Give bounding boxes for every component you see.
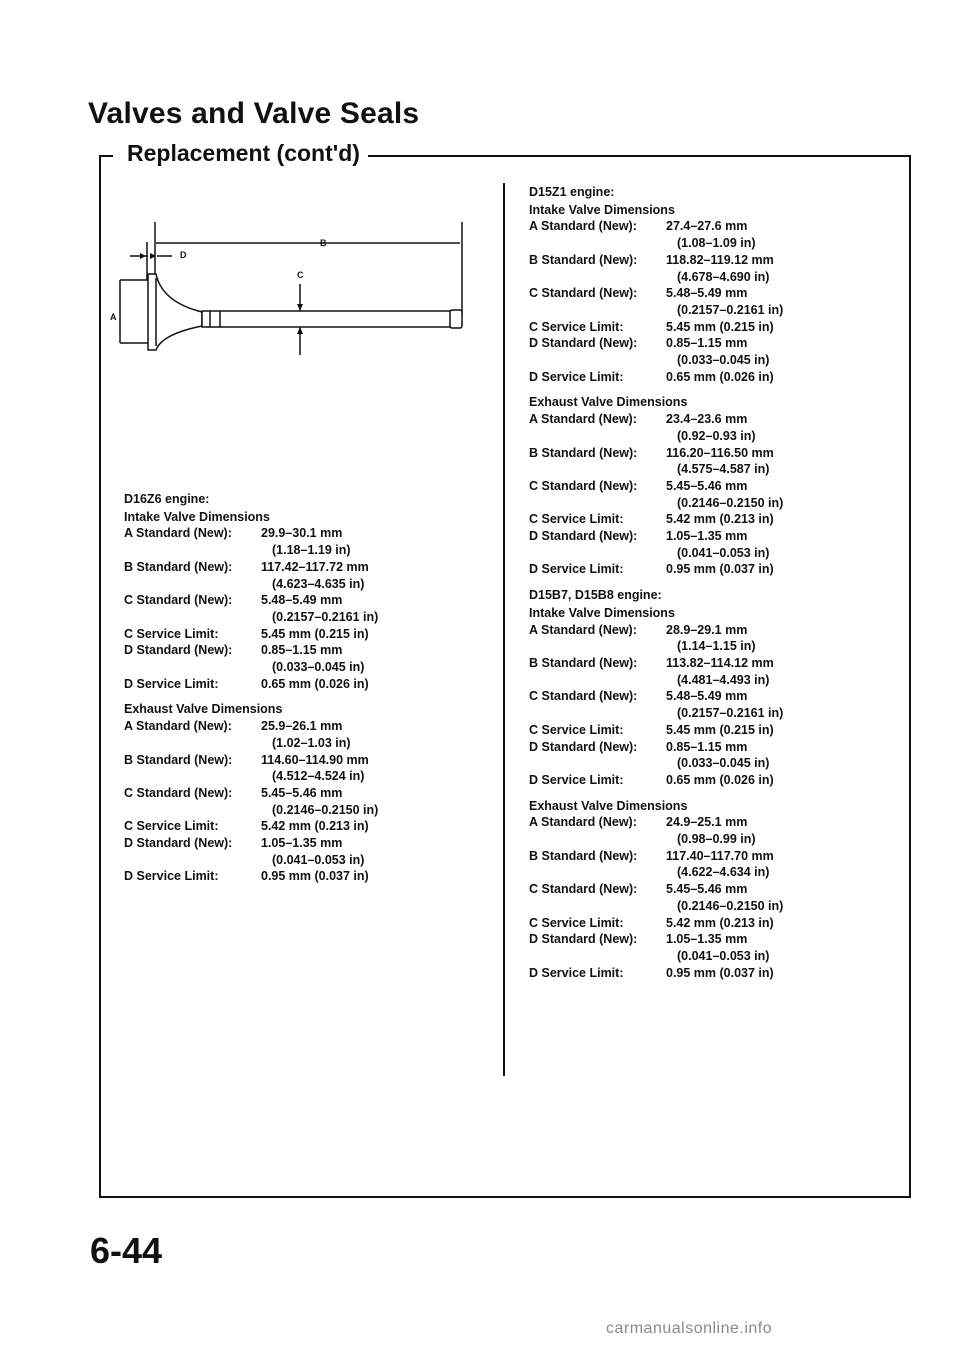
- spec-value: 5.42 mm (0.213 in): [666, 512, 774, 527]
- group-title: Intake Valve Dimensions: [529, 202, 675, 217]
- spec-row: [529, 739, 899, 756]
- label-d: D: [180, 250, 187, 260]
- spec-value: 5.45 mm (0.215 in): [666, 722, 774, 737]
- spec-row: [529, 622, 899, 639]
- spec-value: 27.4–27.6 mm: [666, 219, 748, 234]
- spec-rows: [529, 218, 899, 385]
- spec-row: [529, 561, 899, 578]
- watermark: carmanualsonline.info: [606, 1320, 773, 1337]
- spec-row: [529, 915, 899, 932]
- spec-row: [124, 676, 484, 693]
- section-title: Replacement (cont'd): [119, 140, 368, 167]
- spec-value: 25.9–26.1 mm: [261, 719, 343, 734]
- spec-rows: [529, 411, 899, 578]
- spec-value: 5.45–5.46 mm: [261, 785, 343, 800]
- column-divider: [503, 183, 505, 1076]
- group-title: Exhaust Valve Dimensions: [529, 395, 688, 410]
- spec-value: 5.45–5.46 mm: [666, 882, 748, 897]
- exhaust-group: [529, 394, 899, 578]
- spec-label: D Standard (New):: [529, 932, 638, 947]
- exhaust-group: [529, 798, 899, 982]
- spec-row: [529, 218, 899, 235]
- spec-value-inches: (0.041–0.053 in): [677, 948, 770, 963]
- spec-label: C Service Limit:: [124, 819, 219, 834]
- spec-label: D Service Limit:: [529, 772, 624, 787]
- spec-value: 29.9–30.1 mm: [261, 526, 343, 541]
- spec-value-inches: (0.2146–0.2150 in): [677, 898, 784, 913]
- spec-label: C Service Limit:: [529, 319, 624, 334]
- spec-label: C Standard (New):: [124, 593, 233, 608]
- spec-label: C Service Limit:: [529, 722, 624, 737]
- spec-value-inches: (4.678–4.690 in): [677, 269, 770, 284]
- spec-rows: [124, 718, 484, 885]
- spec-value: 24.9–25.1 mm: [666, 815, 748, 830]
- spec-value: 5.48–5.49 mm: [666, 689, 748, 704]
- spec-value-inches: (0.92–0.93 in): [677, 428, 756, 443]
- spec-label: C Standard (New):: [529, 286, 638, 301]
- spec-value-inches: (4.622–4.634 in): [677, 865, 770, 880]
- spec-label: D Standard (New):: [529, 739, 638, 754]
- spec-value-inches: (0.041–0.053 in): [677, 545, 770, 560]
- spec-label: B Standard (New):: [529, 848, 638, 863]
- spec-value: 117.42–117.72 mm: [261, 559, 369, 574]
- exhaust-group: [124, 701, 484, 885]
- spec-label: A Standard (New):: [124, 526, 232, 541]
- spec-row: [529, 881, 899, 898]
- spec-value-inches: (1.08–1.09 in): [677, 236, 756, 251]
- spec-row: [124, 642, 484, 659]
- spec-row: [124, 559, 484, 576]
- group-title: Intake Valve Dimensions: [124, 509, 270, 524]
- spec-label: A Standard (New):: [529, 622, 637, 637]
- spec-label: B Standard (New):: [124, 559, 233, 574]
- spec-value-inches: (1.02–1.03 in): [272, 735, 351, 750]
- spec-value: 1.05–1.35 mm: [666, 932, 748, 947]
- label-a: A: [110, 312, 117, 322]
- right-column: [529, 184, 899, 990]
- spec-value: 5.42 mm (0.213 in): [666, 915, 774, 930]
- spec-value-inches: (0.2157–0.2161 in): [677, 302, 784, 317]
- spec-label: C Service Limit:: [529, 915, 624, 930]
- spec-label: D Service Limit:: [124, 869, 219, 884]
- spec-row: [124, 868, 484, 885]
- engine-heading: D16Z6 engine:: [124, 492, 210, 506]
- spec-label: A Standard (New):: [529, 815, 637, 830]
- spec-value: 0.95 mm (0.037 in): [261, 869, 369, 884]
- spec-value: 117.40–117.70 mm: [666, 848, 774, 863]
- spec-label: A Standard (New):: [529, 412, 637, 427]
- spec-label: C Standard (New):: [529, 882, 638, 897]
- spec-row: [529, 772, 899, 789]
- intake-group: [529, 202, 899, 386]
- valve-stem: [202, 311, 457, 327]
- engine-heading: D15B7, D15B8 engine:: [529, 588, 662, 603]
- spec-value-inches: (0.2146–0.2150 in): [677, 495, 784, 510]
- spec-label: D Service Limit:: [529, 562, 624, 577]
- spec-value: 0.85–1.15 mm: [666, 336, 748, 351]
- spec-value: 0.65 mm (0.026 in): [666, 772, 774, 787]
- spec-value: 0.95 mm (0.037 in): [666, 965, 774, 980]
- spec-value-inches: (0.2157–0.2161 in): [677, 706, 784, 721]
- spec-label: D Standard (New):: [124, 643, 233, 658]
- spec-value: 23.4–23.6 mm: [666, 412, 748, 427]
- spec-row: [124, 785, 484, 802]
- intake-group: [124, 509, 484, 693]
- spec-row: [529, 411, 899, 428]
- valve-diagram: [110, 200, 480, 410]
- spec-label: C Service Limit:: [529, 512, 624, 527]
- spec-row: [529, 722, 899, 739]
- spec-value: 5.48–5.49 mm: [666, 286, 748, 301]
- spec-label: D Standard (New):: [529, 336, 638, 351]
- spec-row: [124, 818, 484, 835]
- spec-row: [529, 252, 899, 269]
- spec-value-inches: (0.033–0.045 in): [677, 353, 770, 368]
- spec-row: [124, 835, 484, 852]
- spec-row: [124, 718, 484, 735]
- spec-row: [529, 319, 899, 336]
- page-number: 6-44: [90, 1230, 163, 1271]
- page-title: Valves and Valve Seals: [88, 97, 420, 130]
- spec-row: [124, 626, 484, 643]
- spec-value-inches: (0.033–0.045 in): [272, 660, 365, 675]
- spec-row: [529, 478, 899, 495]
- spec-label: C Standard (New):: [529, 689, 638, 704]
- spec-value-inches: (4.575–4.587 in): [677, 462, 770, 477]
- spec-rows: [529, 622, 899, 789]
- spec-label: B Standard (New):: [529, 445, 638, 460]
- spec-value-inches: (0.041–0.053 in): [272, 852, 365, 867]
- spec-value: 5.45–5.46 mm: [666, 478, 748, 493]
- spec-value-inches: (4.512–4.524 in): [272, 769, 365, 784]
- spec-value-inches: (1.14–1.15 in): [677, 639, 756, 654]
- spec-label: D Service Limit:: [529, 369, 624, 384]
- spec-row: [529, 931, 899, 948]
- spec-row: [124, 752, 484, 769]
- spec-value-inches: (0.2157–0.2161 in): [272, 609, 379, 624]
- spec-value-inches: (1.18–1.19 in): [272, 543, 351, 558]
- label-b: B: [320, 238, 327, 248]
- spec-row: [529, 445, 899, 462]
- spec-row: [529, 965, 899, 982]
- spec-value-inches: (0.2146–0.2150 in): [272, 802, 379, 817]
- spec-row: [529, 688, 899, 705]
- spec-row: [529, 528, 899, 545]
- spec-value: 0.95 mm (0.037 in): [666, 562, 774, 577]
- spec-value: 0.85–1.15 mm: [261, 643, 343, 658]
- spec-rows: [529, 814, 899, 981]
- spec-value-inches: (0.98–0.99 in): [677, 832, 756, 847]
- spec-row: [124, 525, 484, 542]
- spec-label: D Standard (New):: [124, 836, 233, 851]
- spec-label: A Standard (New):: [124, 719, 232, 734]
- spec-label: A Standard (New):: [529, 219, 637, 234]
- spec-label: C Standard (New):: [124, 785, 233, 800]
- group-title: Exhaust Valve Dimensions: [529, 798, 688, 813]
- spec-row: [529, 814, 899, 831]
- spec-label: D Service Limit:: [124, 676, 219, 691]
- spec-value: 5.45 mm (0.215 in): [261, 626, 369, 641]
- spec-value: 5.48–5.49 mm: [261, 593, 343, 608]
- spec-value: 0.85–1.15 mm: [666, 739, 748, 754]
- spec-label: D Standard (New):: [529, 529, 638, 544]
- spec-value: 0.65 mm (0.026 in): [666, 369, 774, 384]
- spec-label: D Service Limit:: [529, 965, 624, 980]
- spec-row: [529, 335, 899, 352]
- intake-group: [529, 605, 899, 789]
- spec-row: [529, 848, 899, 865]
- spec-row: [124, 592, 484, 609]
- spec-row: [529, 511, 899, 528]
- engine-heading: D15Z1 engine:: [529, 185, 615, 199]
- left-column: [124, 491, 484, 894]
- frame-top-left: [99, 155, 113, 157]
- spec-label: C Standard (New):: [529, 478, 638, 493]
- spec-value: 113.82–114.12 mm: [666, 655, 774, 670]
- spec-label: B Standard (New):: [529, 252, 638, 267]
- group-title: Intake Valve Dimensions: [529, 605, 675, 620]
- spec-row: [529, 285, 899, 302]
- frame-top-right: [338, 155, 909, 157]
- spec-value: 118.82–119.12 mm: [666, 252, 774, 267]
- spec-value: 1.05–1.35 mm: [261, 836, 343, 851]
- spec-value: 114.60–114.90 mm: [261, 752, 369, 767]
- spec-value: 116.20–116.50 mm: [666, 445, 774, 460]
- spec-label: B Standard (New):: [124, 752, 233, 767]
- spec-label: C Service Limit:: [124, 626, 219, 641]
- spec-value: 1.05–1.35 mm: [666, 529, 748, 544]
- spec-row: [529, 655, 899, 672]
- spec-value-inches: (0.033–0.045 in): [677, 756, 770, 771]
- spec-value: 5.45 mm (0.215 in): [666, 319, 774, 334]
- spec-row: [529, 369, 899, 386]
- spec-value: 5.42 mm (0.213 in): [261, 819, 369, 834]
- label-c: C: [297, 270, 304, 280]
- spec-rows: [124, 525, 484, 692]
- group-title: Exhaust Valve Dimensions: [124, 702, 283, 717]
- spec-value: 28.9–29.1 mm: [666, 622, 748, 637]
- spec-value-inches: (4.481–4.493 in): [677, 672, 770, 687]
- spec-value-inches: (4.623–4.635 in): [272, 576, 365, 591]
- spec-label: B Standard (New):: [529, 655, 638, 670]
- spec-value: 0.65 mm (0.026 in): [261, 676, 369, 691]
